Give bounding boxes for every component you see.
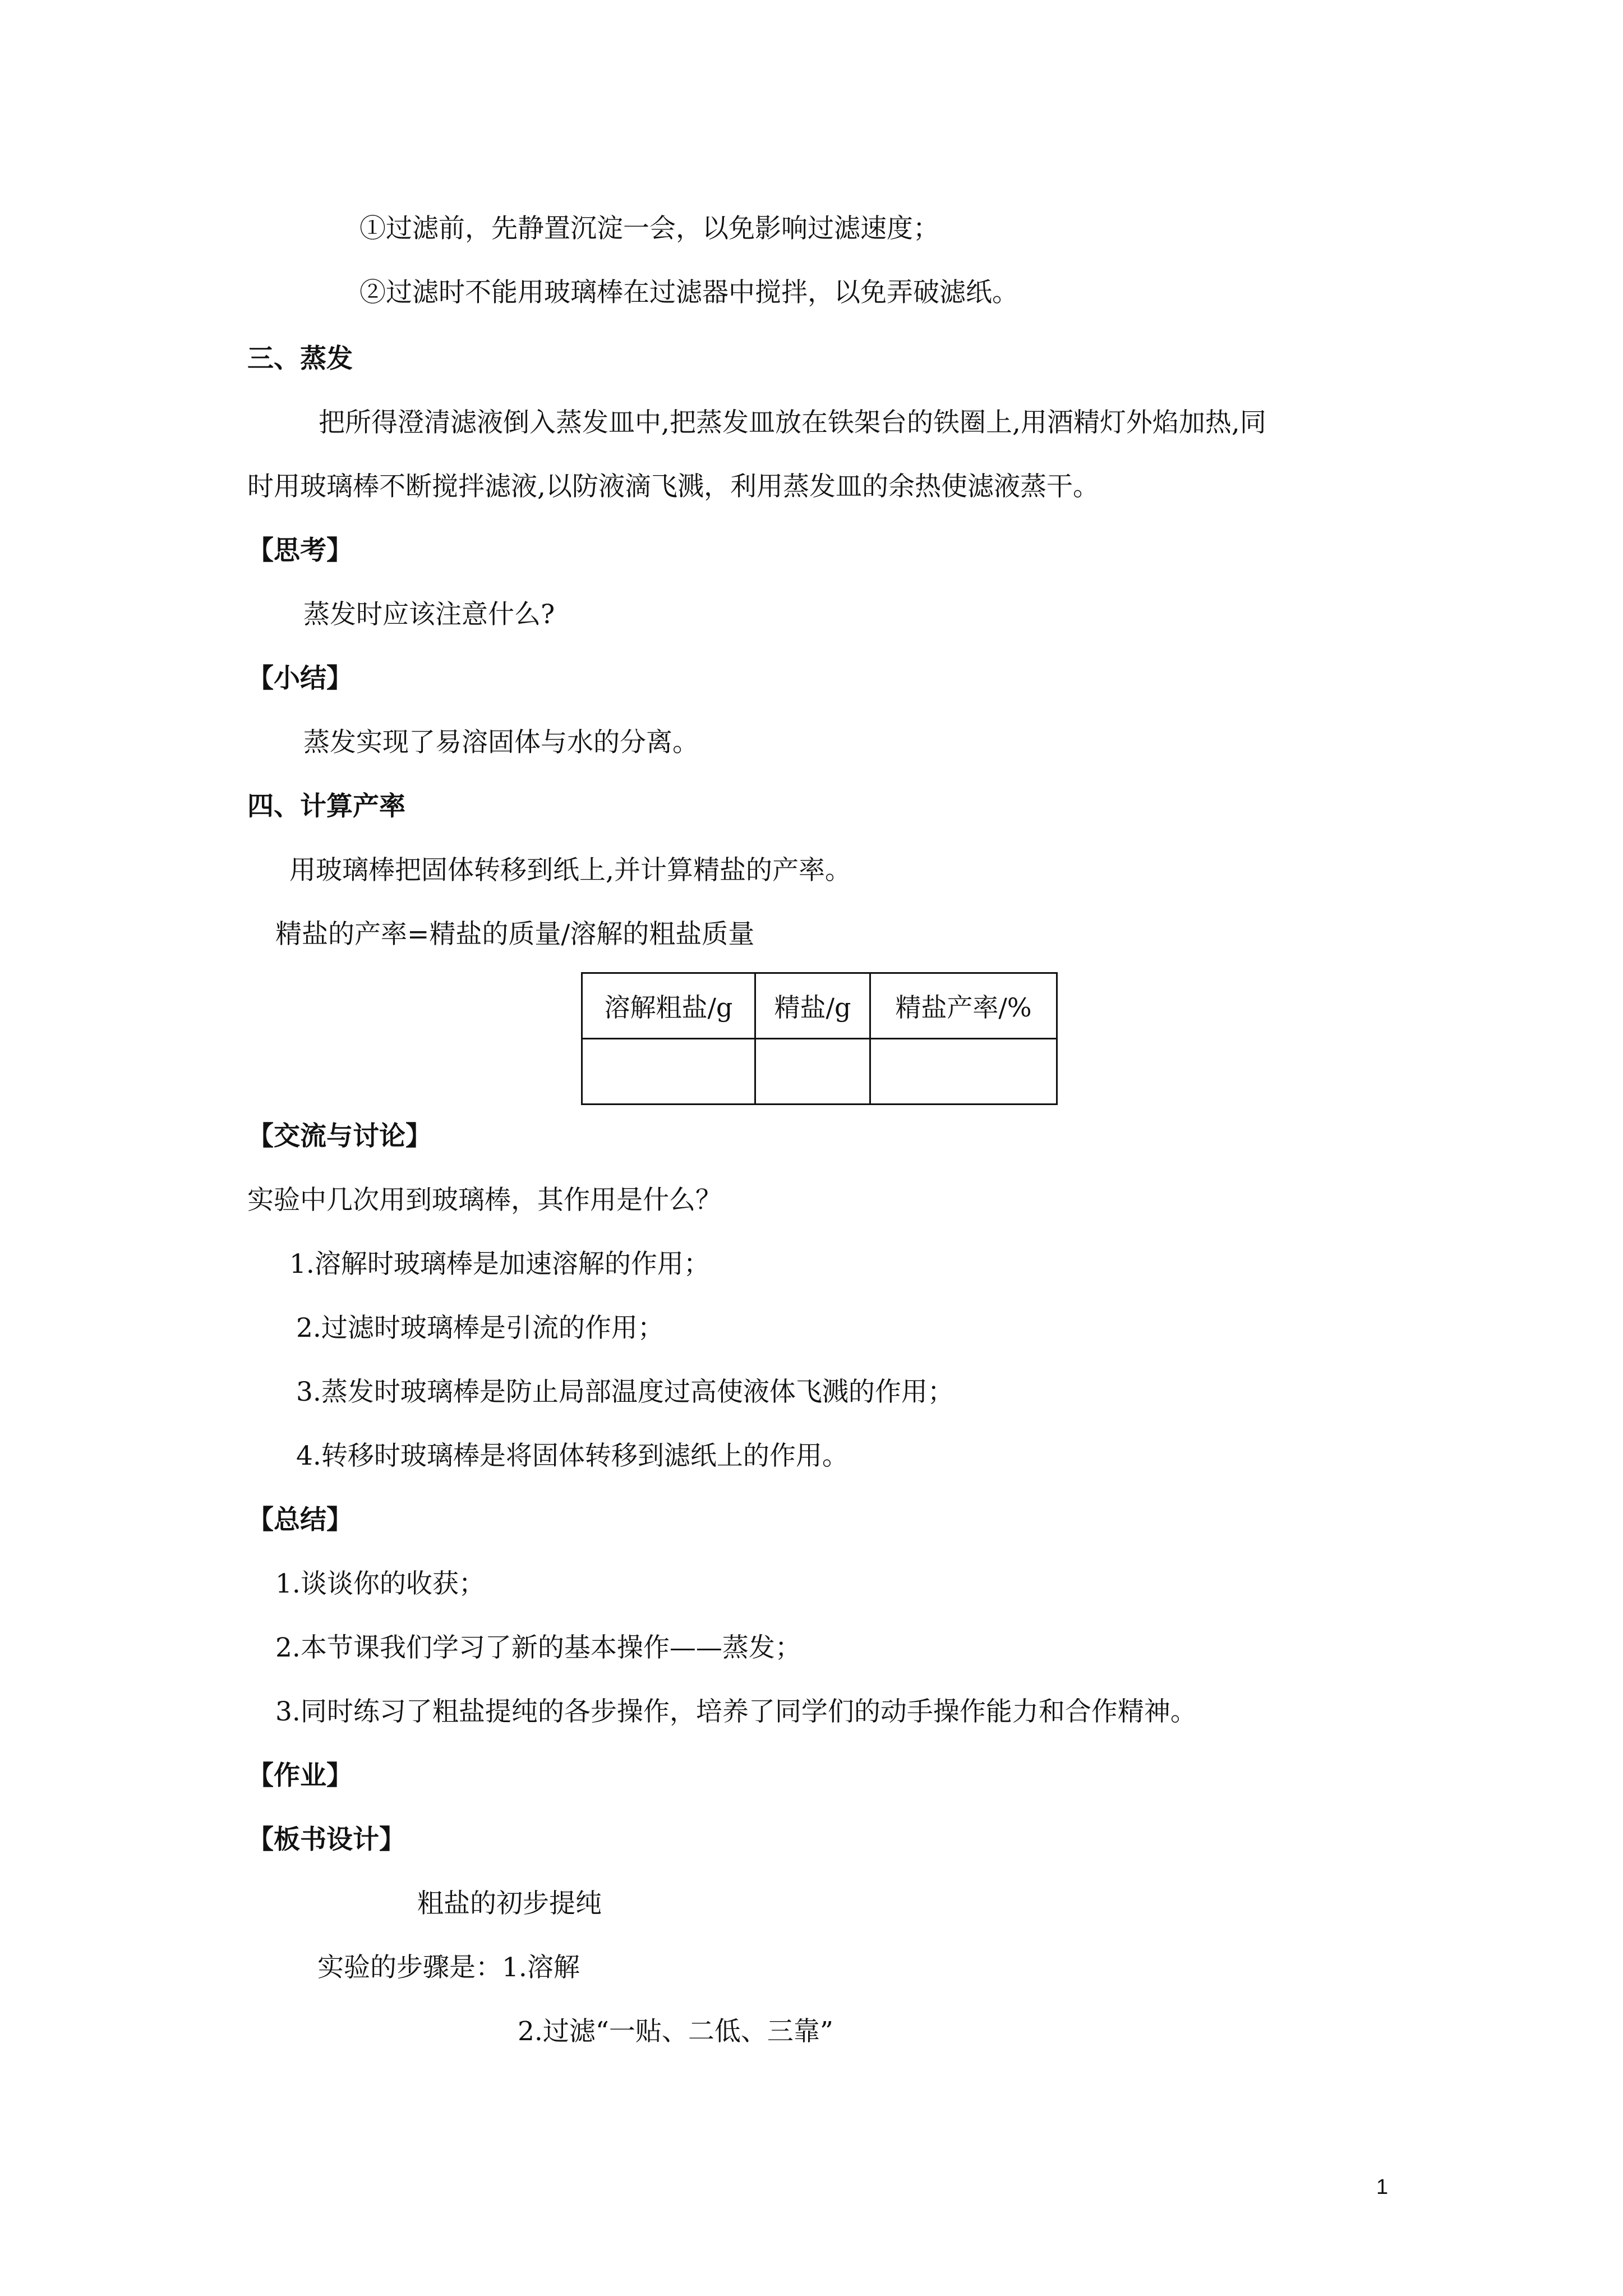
board-design-title: 粗盐的初步提纯 xyxy=(417,1888,602,1919)
board-design-step-2: 2.过滤“一贴、二低、三靠” xyxy=(518,2016,833,2047)
homework-heading: 【作业】 xyxy=(247,1760,353,1791)
yield-formula: 精盐的产率=精盐的质量/溶解的粗盐质量 xyxy=(275,919,755,950)
list-item: 2.本节课我们学习了新的基本操作——蒸发； xyxy=(275,1632,801,1663)
table-cell xyxy=(755,1039,870,1105)
list-item: 1.谈谈你的收获； xyxy=(275,1568,485,1599)
discussion-heading: 【交流与讨论】 xyxy=(247,1121,432,1152)
filter-note-2: ②过滤时不能用玻璃棒在过滤器中搅拌，以免弄破滤纸。 xyxy=(359,277,1018,308)
yield-table xyxy=(581,972,1058,1105)
evaporation-paragraph-line2: 时用玻璃棒不断搅拌滤液,以防液滴飞溅，利用蒸发皿的余热使滤液蒸干。 xyxy=(247,471,1099,502)
list-item: 3.同时练习了粗盐提纯的各步操作，培养了同学们的动手操作能力和合作精神。 xyxy=(275,1696,1197,1727)
think-heading: 【思考】 xyxy=(247,535,353,566)
conclusion-heading: 【总结】 xyxy=(247,1504,353,1535)
table-header-row xyxy=(582,973,1057,1039)
filter-note-1: ①过滤前，先静置沉淀一会，以免影响过滤速度； xyxy=(359,213,939,244)
think-text: 蒸发时应该注意什么? xyxy=(303,599,555,630)
section-heading-yield: 四、计算产率 xyxy=(247,791,405,822)
discussion-question: 实验中几次用到玻璃棒，其作用是什么？ xyxy=(247,1185,722,1216)
summary-text: 蒸发实现了易溶固体与水的分离。 xyxy=(303,727,699,758)
page-number: 1 xyxy=(1376,2175,1389,2199)
list-item: 4.转移时玻璃棒是将固体转移到滤纸上的作用。 xyxy=(296,1441,849,1471)
yield-text: 用玻璃棒把固体转移到纸上,并计算精盐的产率。 xyxy=(289,855,851,886)
table-header-cell: 精盐产率/% xyxy=(870,973,1057,1039)
table-cell xyxy=(582,1039,755,1105)
table-header-cell: 精盐/g xyxy=(755,973,870,1039)
list-item: 2.过滤时玻璃棒是引流的作用； xyxy=(296,1313,664,1343)
list-item: 3.蒸发时玻璃棒是防止局部温度过高使液体飞溅的作用； xyxy=(296,1377,954,1407)
summary-heading: 【小结】 xyxy=(247,663,353,694)
table-row xyxy=(582,1039,1057,1105)
table-header-cell: 溶解粗盐/g xyxy=(582,973,755,1039)
evaporation-paragraph-line1: 把所得澄清滤液倒入蒸发皿中,把蒸发皿放在铁架台的铁圈上,用酒精灯外焰加热,同 xyxy=(319,407,1266,438)
section-heading-evaporation: 三、蒸发 xyxy=(247,343,353,374)
table-cell xyxy=(870,1039,1057,1105)
list-item: 1.溶解时玻璃棒是加速溶解的作用； xyxy=(289,1249,710,1280)
board-design-steps: 实验的步骤是：1.溶解 xyxy=(317,1952,580,1983)
board-design-heading: 【板书设计】 xyxy=(247,1824,405,1855)
